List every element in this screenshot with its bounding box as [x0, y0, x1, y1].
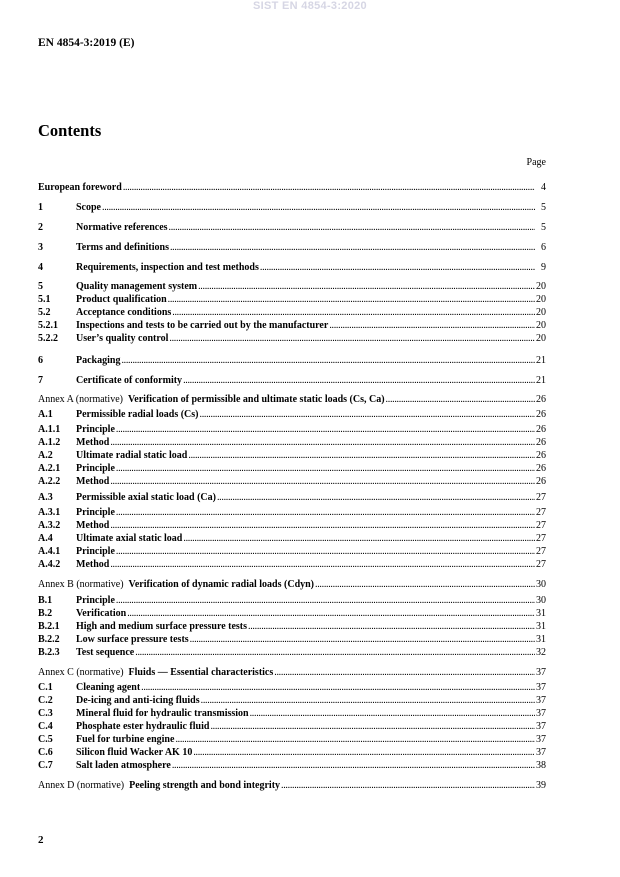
- toc-entry-label: [76, 374, 182, 387]
- toc-entry-title: Verification of dynamic radial loads (Cdyn): [128, 579, 315, 590]
- toc-entry-label: [76, 462, 115, 475]
- dot-leader: [110, 558, 535, 571]
- toc-entry-label: [38, 578, 314, 591]
- toc-entry[interactable]: [38, 449, 546, 462]
- toc-entry-number: 5.2.2: [38, 333, 58, 344]
- toc-entry-number: B.2.3: [38, 647, 60, 658]
- toc-entry-number: C.5: [38, 734, 53, 745]
- toc-entry-title: Principle: [76, 424, 115, 435]
- toc-entry-label: [76, 607, 126, 620]
- toc-entry[interactable]: [38, 506, 546, 519]
- toc-entry-title: Packaging: [76, 355, 121, 366]
- toc-entry-page: 38: [536, 760, 546, 771]
- toc-entry-label: [76, 694, 200, 707]
- toc-entry-title: Principle: [76, 463, 115, 474]
- toc-entry[interactable]: [38, 779, 546, 792]
- dot-leader: [210, 720, 535, 733]
- toc-entry-page: 5: [541, 222, 546, 233]
- toc-entry-label: [76, 221, 168, 234]
- toc-entry-label: [76, 707, 249, 720]
- toc-entry[interactable]: [38, 633, 546, 646]
- toc-entry-page: 9: [541, 262, 546, 273]
- toc-entry-page: 20: [536, 281, 546, 292]
- toc-entry-label: [38, 779, 280, 792]
- toc-entry-title: Verification of permissible and ultimate static loads (Cs, Ca): [127, 394, 385, 405]
- toc-entry-label: [76, 646, 134, 659]
- toc-entry-page: 26: [536, 476, 546, 487]
- toc-entry[interactable]: [38, 408, 546, 421]
- dot-leader: [329, 319, 535, 332]
- dot-leader: [169, 221, 535, 234]
- toc-entry[interactable]: [38, 306, 546, 319]
- toc-entry[interactable]: [38, 519, 546, 532]
- toc-entry-title: Normative references: [76, 222, 168, 233]
- toc-entry-title: Method: [76, 559, 110, 570]
- toc-entry[interactable]: [38, 666, 546, 679]
- toc-entry[interactable]: [38, 293, 546, 306]
- toc-entry-number: A.1.1: [38, 424, 61, 435]
- toc-entry[interactable]: [38, 759, 546, 772]
- toc-entry-label: [76, 594, 115, 607]
- page-column-label: Page: [526, 157, 546, 168]
- toc-entry-number: A.4: [38, 533, 53, 544]
- toc-entry[interactable]: [38, 694, 546, 707]
- dot-leader: [250, 707, 535, 720]
- toc-entry-page: 30: [536, 595, 546, 606]
- toc-entry[interactable]: [38, 594, 546, 607]
- toc-entry-label: [76, 633, 189, 646]
- page-title: Contents: [38, 121, 102, 140]
- toc-entry-number: A.2.1: [38, 463, 61, 474]
- toc-entry-page: 26: [536, 424, 546, 435]
- toc-entry-title: Low surface pressure tests: [76, 634, 189, 645]
- toc-entry[interactable]: [38, 393, 546, 406]
- dot-leader: [121, 354, 535, 367]
- toc-entry-number: 5.2.1: [38, 320, 58, 331]
- toc-entry[interactable]: [38, 319, 546, 332]
- toc-entry[interactable]: [38, 707, 546, 720]
- dot-leader: [116, 462, 535, 475]
- toc-entry-label: [76, 306, 171, 319]
- toc-entry-number: C.3: [38, 708, 53, 719]
- annex-prefix: Annex C (normative): [38, 667, 129, 678]
- toc-entry-title: De-icing and anti-icing fluids: [76, 695, 200, 706]
- toc-entry[interactable]: [38, 201, 546, 214]
- toc-entry-title: Cleaning agent: [76, 682, 141, 693]
- toc-entry[interactable]: [38, 332, 546, 345]
- toc-entry[interactable]: [38, 280, 546, 293]
- dot-leader: [274, 666, 535, 679]
- toc-entry[interactable]: [38, 491, 546, 504]
- toc-entry-title: Ultimate radial static load: [76, 450, 188, 461]
- toc-entry-title: Fluids — Essential characteristics: [128, 667, 274, 678]
- toc-entry-label: [76, 759, 171, 772]
- toc-entry-page: 5: [541, 202, 546, 213]
- dot-leader: [169, 332, 535, 345]
- dot-leader: [315, 578, 535, 591]
- toc-entry-title: User’s quality control: [76, 333, 169, 344]
- toc-entry-page: 26: [536, 394, 546, 405]
- dot-leader: [386, 393, 535, 406]
- toc-entry-title: Inspections and tests to be carried out by the manufacturer: [76, 320, 329, 331]
- dot-leader: [217, 491, 535, 504]
- toc-entry-number: 7: [38, 375, 43, 386]
- toc-entry-title: Principle: [76, 546, 115, 557]
- toc-entry-label: [76, 720, 209, 733]
- toc-entry-title: Permissible axial static load (Ca): [76, 492, 216, 503]
- toc-entry-page: 30: [536, 579, 546, 590]
- toc-entry-title: Scope: [76, 202, 101, 213]
- toc-entry-title: Phosphate ester hydraulic fluid: [76, 721, 210, 732]
- dot-leader: [116, 545, 535, 558]
- toc-entry-number: C.4: [38, 721, 53, 732]
- toc-entry-label: [76, 261, 259, 274]
- toc-entry-label: [76, 558, 109, 571]
- toc-entry[interactable]: [38, 646, 546, 659]
- annex-prefix: Annex D (normative): [38, 780, 130, 791]
- toc-entry-page: 37: [536, 667, 546, 678]
- toc-entry-number: 1: [38, 202, 43, 213]
- toc-entry-title: Principle: [76, 595, 115, 606]
- toc-entry-label: [76, 319, 328, 332]
- toc-entry-label: [76, 332, 168, 345]
- dot-leader: [175, 733, 535, 746]
- dot-leader: [116, 594, 535, 607]
- toc-entry[interactable]: [38, 733, 546, 746]
- toc-entry-page: 20: [536, 294, 546, 305]
- toc-entry-number: 5.1: [38, 294, 51, 305]
- toc-entry[interactable]: [38, 462, 546, 475]
- toc-entry-label: [76, 620, 247, 633]
- dot-leader: [127, 607, 535, 620]
- toc-entry-number: 5: [38, 281, 43, 292]
- dot-leader: [110, 436, 535, 449]
- toc-entry[interactable]: [38, 578, 546, 591]
- toc-entry-page: 21: [536, 355, 546, 366]
- toc-entry-title: Silicon fluid Wacker AK 10: [76, 747, 193, 758]
- toc-entry-page: 37: [536, 747, 546, 758]
- dot-leader: [260, 261, 535, 274]
- toc-entry-page: 27: [536, 546, 546, 557]
- toc-entry-page: 27: [536, 559, 546, 570]
- toc-entry-label: [76, 293, 167, 306]
- toc-entry-title: Requirements, inspection and test methods: [76, 262, 259, 273]
- toc-entry-number: A.3.1: [38, 507, 61, 518]
- toc-entry-number: B.2.1: [38, 621, 60, 632]
- toc-entry-number: C.2: [38, 695, 53, 706]
- toc-entry[interactable]: [38, 354, 546, 367]
- toc-entry-number: 3: [38, 242, 43, 253]
- dot-leader: [200, 408, 536, 421]
- toc-entry[interactable]: [38, 261, 546, 274]
- toc-entry[interactable]: [38, 181, 546, 194]
- toc-entry[interactable]: [38, 681, 546, 694]
- annex-prefix: Annex B (normative): [38, 579, 129, 590]
- toc-entry-page: 37: [536, 734, 546, 745]
- toc-entry-number: A.1.2: [38, 437, 61, 448]
- toc-entry-title: Fuel for turbine engine: [76, 734, 175, 745]
- toc-entry[interactable]: [38, 374, 546, 387]
- toc-entry-number: C.7: [38, 760, 53, 771]
- dot-leader: [193, 746, 535, 759]
- dot-leader: [110, 475, 535, 488]
- toc-entry-page: 27: [536, 507, 546, 518]
- toc-entry-title: Quality management system: [76, 281, 198, 292]
- toc-entry-label: [76, 681, 140, 694]
- dot-leader: [168, 293, 535, 306]
- toc-entry-label: [38, 666, 273, 679]
- dot-leader: [248, 620, 535, 633]
- toc-entry-title: Product qualification: [76, 294, 167, 305]
- toc-entry-page: 27: [536, 492, 546, 503]
- toc-entry-page: 27: [536, 520, 546, 531]
- toc-entry-number: 4: [38, 262, 43, 273]
- toc-entry-number: 6: [38, 355, 43, 366]
- toc-entry-label: [76, 408, 199, 421]
- toc-entry-label: [38, 393, 385, 406]
- toc-entry-label: [76, 746, 192, 759]
- toc-entry[interactable]: [38, 746, 546, 759]
- toc-entry[interactable]: [38, 607, 546, 620]
- toc-entry[interactable]: [38, 423, 546, 436]
- toc-entry-page: 37: [536, 695, 546, 706]
- toc-entry-page: 26: [536, 437, 546, 448]
- toc-entry-title: Verification: [76, 608, 127, 619]
- toc-entry-page: 26: [536, 450, 546, 461]
- dot-leader: [201, 694, 535, 707]
- toc-entry-number: C.6: [38, 747, 53, 758]
- toc-entry-label: [76, 354, 120, 367]
- toc-entry-label: [76, 491, 216, 504]
- toc-entry-label: [76, 241, 169, 254]
- toc-entry[interactable]: [38, 436, 546, 449]
- toc-entry-label: [38, 181, 122, 194]
- toc-entry-page: 20: [536, 307, 546, 318]
- toc-entry-title: Permissible radial loads (Cs): [76, 409, 199, 420]
- toc-entry-number: A.4.1: [38, 546, 61, 557]
- toc-entry-number: A.1: [38, 409, 53, 420]
- toc-entry-page: 31: [536, 608, 546, 619]
- toc-entry-number: A.2.2: [38, 476, 61, 487]
- toc-entry-label: [76, 475, 109, 488]
- toc-entry-page: 6: [541, 242, 546, 253]
- dot-leader: [188, 449, 535, 462]
- toc-entry-number: A.4.2: [38, 559, 61, 570]
- document-id: EN 4854-3:2019 (E): [38, 37, 135, 49]
- toc-entry-title: Terms and definitions: [76, 242, 169, 253]
- toc-entry-title: European foreword: [38, 182, 122, 193]
- toc-entry-page: 31: [536, 634, 546, 645]
- toc-entry-label: [76, 519, 109, 532]
- toc-entry-label: [76, 280, 197, 293]
- toc-entry-title: Salt laden atmosphere: [76, 760, 171, 771]
- dot-leader: [170, 241, 535, 254]
- toc-entry-title: Principle: [76, 507, 115, 518]
- dot-leader: [123, 181, 535, 194]
- annex-prefix: Annex A (normative): [38, 394, 128, 405]
- toc-entry-title: High and medium surface pressure tests: [76, 621, 248, 632]
- toc-entry-title: Method: [76, 437, 110, 448]
- toc-entry-page: 20: [536, 333, 546, 344]
- toc-entry-label: [76, 201, 101, 214]
- toc-entry-label: [76, 449, 187, 462]
- toc-entry-title: Ultimate axial static load: [76, 533, 183, 544]
- dot-leader: [172, 306, 535, 319]
- dot-leader: [172, 759, 535, 772]
- toc-entry-number: A.2: [38, 450, 53, 461]
- toc-entry-title: Mineral fluid for hydraulic transmission: [76, 708, 249, 719]
- toc-entry-label: [76, 545, 115, 558]
- toc-entry-page: 37: [536, 708, 546, 719]
- toc-entry[interactable]: [38, 545, 546, 558]
- toc-entry-page: 37: [536, 682, 546, 693]
- toc-entry-number: 2: [38, 222, 43, 233]
- toc-entry[interactable]: [38, 620, 546, 633]
- toc-entry-label: [76, 423, 115, 436]
- dot-leader: [190, 633, 535, 646]
- toc-entry-number: A.3.2: [38, 520, 61, 531]
- toc-entry[interactable]: [38, 475, 546, 488]
- toc-entry-number: C.1: [38, 682, 53, 693]
- page-number: 2: [38, 834, 44, 846]
- dot-leader: [110, 519, 535, 532]
- dot-leader: [183, 532, 535, 545]
- watermark: SIST EN 4854-3:2020: [253, 0, 367, 12]
- toc-entry[interactable]: [38, 241, 546, 254]
- dot-leader: [102, 201, 535, 214]
- dot-leader: [116, 423, 535, 436]
- toc-entry-page: 26: [536, 463, 546, 474]
- toc-entry[interactable]: [38, 720, 546, 733]
- toc-entry-title: Method: [76, 520, 110, 531]
- toc-entry-page: 31: [536, 621, 546, 632]
- toc-entry-number: 5.2: [38, 307, 51, 318]
- dot-leader: [141, 681, 535, 694]
- toc-entry-label: [76, 436, 109, 449]
- toc-entry-title: Method: [76, 476, 110, 487]
- toc-entry[interactable]: [38, 221, 546, 234]
- toc-entry-page: 27: [536, 533, 546, 544]
- toc-entry-title: Test sequence: [76, 647, 135, 658]
- dot-leader: [281, 779, 535, 792]
- dot-leader: [198, 280, 535, 293]
- toc-entry-page: 32: [536, 647, 546, 658]
- toc-entry-label: [76, 532, 182, 545]
- toc-entry-page: 4: [541, 182, 546, 193]
- toc-entry-number: B.2.2: [38, 634, 60, 645]
- toc-entry-label: [76, 506, 115, 519]
- toc-entry-page: 21: [536, 375, 546, 386]
- dot-leader: [116, 506, 535, 519]
- toc-entry-title: Acceptance conditions: [76, 307, 172, 318]
- toc-entry-page: 37: [536, 721, 546, 732]
- toc-entry-page: 20: [536, 320, 546, 331]
- toc-entry-number: A.3: [38, 492, 53, 503]
- toc-entry[interactable]: [38, 532, 546, 545]
- dot-leader: [135, 646, 535, 659]
- toc-entry-number: B.2: [38, 608, 53, 619]
- toc-entry-label: [76, 733, 174, 746]
- dot-leader: [183, 374, 535, 387]
- toc-entry-page: 26: [536, 409, 546, 420]
- toc-entry[interactable]: [38, 558, 546, 571]
- toc-entry-title: Peeling strength and bond integrity: [129, 780, 281, 791]
- toc-entry-page: 39: [536, 780, 546, 791]
- toc-entry-number: B.1: [38, 595, 53, 606]
- toc-entry-title: Certificate of conformity: [76, 375, 183, 386]
